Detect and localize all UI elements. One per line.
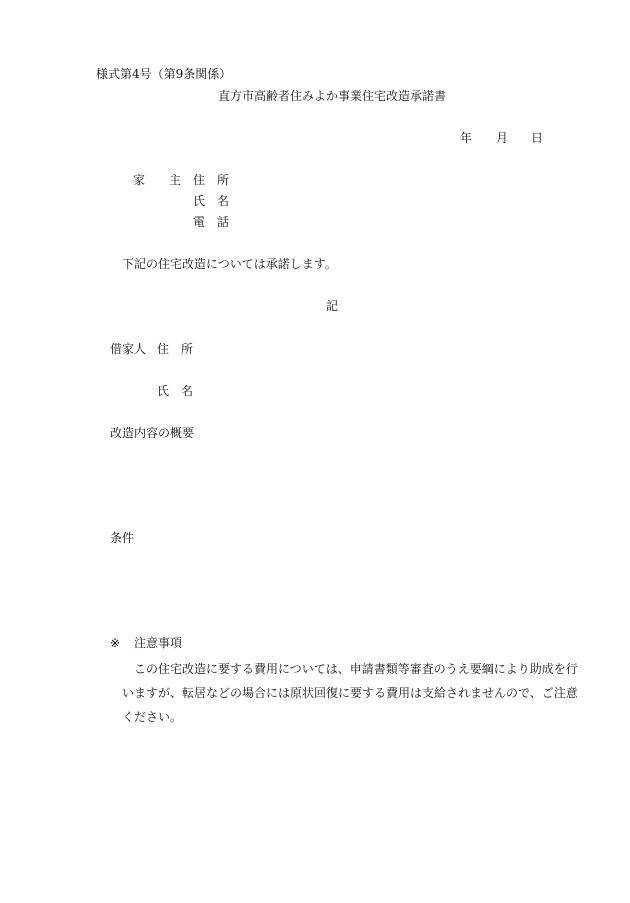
date-day: 日 — [531, 131, 544, 145]
notes-line-2: いますが、転居などの場合には原状回復に要する費用は支給されませんので、ご注意 — [122, 686, 578, 700]
consent-text: 下記の住宅改造については承諾します。 — [122, 257, 337, 271]
notes-line-1: この住宅改造に要する費用については、申請書類等審査のうえ要綱により助成を行 — [134, 662, 578, 676]
date-year: 年 — [460, 131, 473, 145]
owner-label-shu: 主 — [169, 173, 182, 187]
owner-name-label: 氏 名 — [193, 194, 230, 208]
notes-mark: ※ — [110, 636, 121, 650]
tenant-address-label: 住 所 — [157, 342, 194, 356]
tenant-label: 借家人 — [110, 342, 147, 356]
owner-address-label: 住 所 — [193, 173, 230, 187]
document-title: 直方市高齢者住みよか事業住宅改造承諾書 — [218, 89, 447, 103]
owner-label-ie: 家 — [133, 173, 146, 187]
tenant-name-label: 氏 名 — [157, 384, 194, 398]
form-number: 様式第4号（第9条関係） — [96, 67, 232, 81]
conditions-label: 条件 — [110, 531, 135, 545]
notes-heading: 注意事項 — [134, 636, 183, 650]
notes-paragraph — [110, 657, 578, 729]
ki-heading: 記 — [326, 299, 339, 313]
owner-phone-label: 電 話 — [193, 215, 230, 229]
renovation-summary-label: 改造内容の概要 — [110, 426, 195, 440]
date-month: 月 — [496, 131, 509, 145]
notes-line-3: ください。 — [122, 710, 183, 724]
